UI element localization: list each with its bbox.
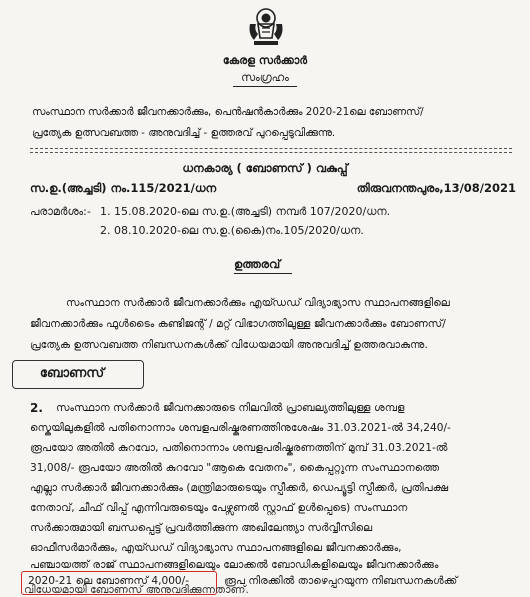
order-body-line-1: സംസ്ഥാന സർക്കാർ ജീവനക്കാർക്കും എയ്ഡഡ് വിദ്യാഭ്യാസ സ്ഥാപനങ്ങളിലെ — [66, 297, 450, 309]
department-title: ധനകാര്യ ( ബോണസ് ) വകുപ്പ് — [182, 161, 348, 175]
subject-line-1: സംസ്ഥാന സർക്കാർ ജീവനക്കാർക്കും, പെൻഷൻകാർക്കും 2020-21ലെ ബോണസ്/ — [32, 106, 424, 118]
paragraph-line-4: 31,008/- രൂപയോ അതിൽ കുറവോ "ആകെ വേതനം", കൈപ്പറ്റുന്ന സംസ്ഥാനത്തെ — [30, 462, 440, 474]
paragraph-number: 2. — [30, 401, 43, 415]
paragraph-line-3: രൂപയോ അതിൽ കുറവോ, പതിനൊന്നാം ശമ്പളപരിഷ്കരണത്തിന് മുമ്പ് 31.03.2021-ൽ — [30, 442, 448, 454]
subject-line-2: പ്രത്യേക ഉത്സവബത്ത - അനുവദിച്ച് - ഉത്തരവ് പുറപ്പെടുവിക്കുന്നു. — [32, 127, 336, 139]
summary-label: സംഗ്രഹം — [241, 71, 289, 84]
order-body-line-3: പ്രത്യേക ഉത്സവബത്ത നിബന്ധനകൾക്ക് വിധേയമായി അനുവദിച്ച് ഉത്തരവാകുന്നു. — [30, 339, 428, 351]
section-heading: ബോണസ് — [39, 366, 105, 381]
order-body-line-2: ജീവനക്കാർക്കും ഫുൾടൈം കണ്ടിജന്റ് / മറ്റ് വിഭാഗത്തിലുള്ള ജീവനക്കാർക്കും ബോണസ്/ — [30, 318, 446, 330]
order-place-date: തിരുവനന്തപുരം,13/08/2021 — [356, 181, 516, 195]
cut-off-line-text: വിധേയമായി ബോണസ് അനുവദിക്കുന്നതാണ്. — [24, 584, 249, 596]
summary-underline — [233, 86, 297, 87]
kerala-state-emblem-icon — [244, 4, 288, 48]
order-heading-underline — [234, 273, 292, 274]
cut-off-line — [24, 584, 504, 596]
divider-top — [30, 148, 512, 149]
reference-item-2: 2. 08.10.2020-ലെ സ.ഉ.(കൈ)നം.105/2020/ധന. — [100, 224, 364, 237]
paragraph-line-9: പഞ്ചായത്ത് രാജ് സ്ഥാപനങ്ങളിലെയും ലോക്കൽ ബോഡികളിലെയും ജീവനക്കാർക്കും — [30, 559, 439, 571]
reference-item-1: 1. 15.08.2020-ലെ സ.ഉ.(അച്ചടി) നമ്പർ 107/2020/ധന. — [100, 205, 391, 218]
divider-bottom — [30, 152, 512, 153]
order-number: സ.ഉ.(അച്ചടി) നം.115/2021/ധന — [30, 181, 217, 195]
order-heading: ഉത്തരവ് — [234, 257, 281, 271]
paragraph-line-8: ഓഫീസർമാർക്കും, എയ്ഡഡ് വിദ്യാഭ്യാസ സ്ഥാപനങ്ങളിലെ ജീവനക്കാർക്കും, — [30, 542, 402, 554]
paragraph-line-2: സ്കെയിലുകളിൽ പതിനൊന്നാം ശമ്പളപരിഷ്കരണത്തിനുശേഷം 31.03.2021-ൽ 34,240/- — [30, 422, 451, 434]
paragraph-line-10-rest: രൂപ നിരക്കിൽ താഴെപ്പറയുന്ന നിബന്ധനകൾക്ക് — [224, 575, 458, 587]
paragraph-line-5: എല്ലാ സർക്കാർ ജീവനക്കാർക്കും (മന്ത്രിമാരുടെയും സ്പീക്കർ, ഡെപ്യൂട്ടി സ്പീക്കർ, പ്രതിപക്ഷ — [30, 482, 449, 494]
government-title: കേരള സർക്കാർ — [222, 54, 308, 67]
paragraph-line-1: സംസ്ഥാന സർക്കാർ ജീവനക്കാരുടെ നിലവിൽ പ്രാബല്യത്തിലുള്ള ശമ്പള — [56, 402, 405, 414]
paragraph-line-7: സർക്കാരുമായി ബന്ധപ്പെട്ട് പ്രവർത്തിക്കുന്ന അഖിലേന്ത്യാ സർവ്വീസിലെ — [30, 522, 373, 534]
paragraph-line-6: നേതാവ്, ചീഫ് വിപ്പ് എന്നിവരുടെയും പേഴ്സണൽ സ്റ്റാഫ് ഉൾപ്പെടെ) സംസ്ഥാന — [30, 502, 408, 514]
bonus-amount-text: 2020-21 ലെ ബോണസ് 4,000/- — [28, 575, 190, 587]
references-label: പരാമർശം:- — [30, 205, 91, 218]
